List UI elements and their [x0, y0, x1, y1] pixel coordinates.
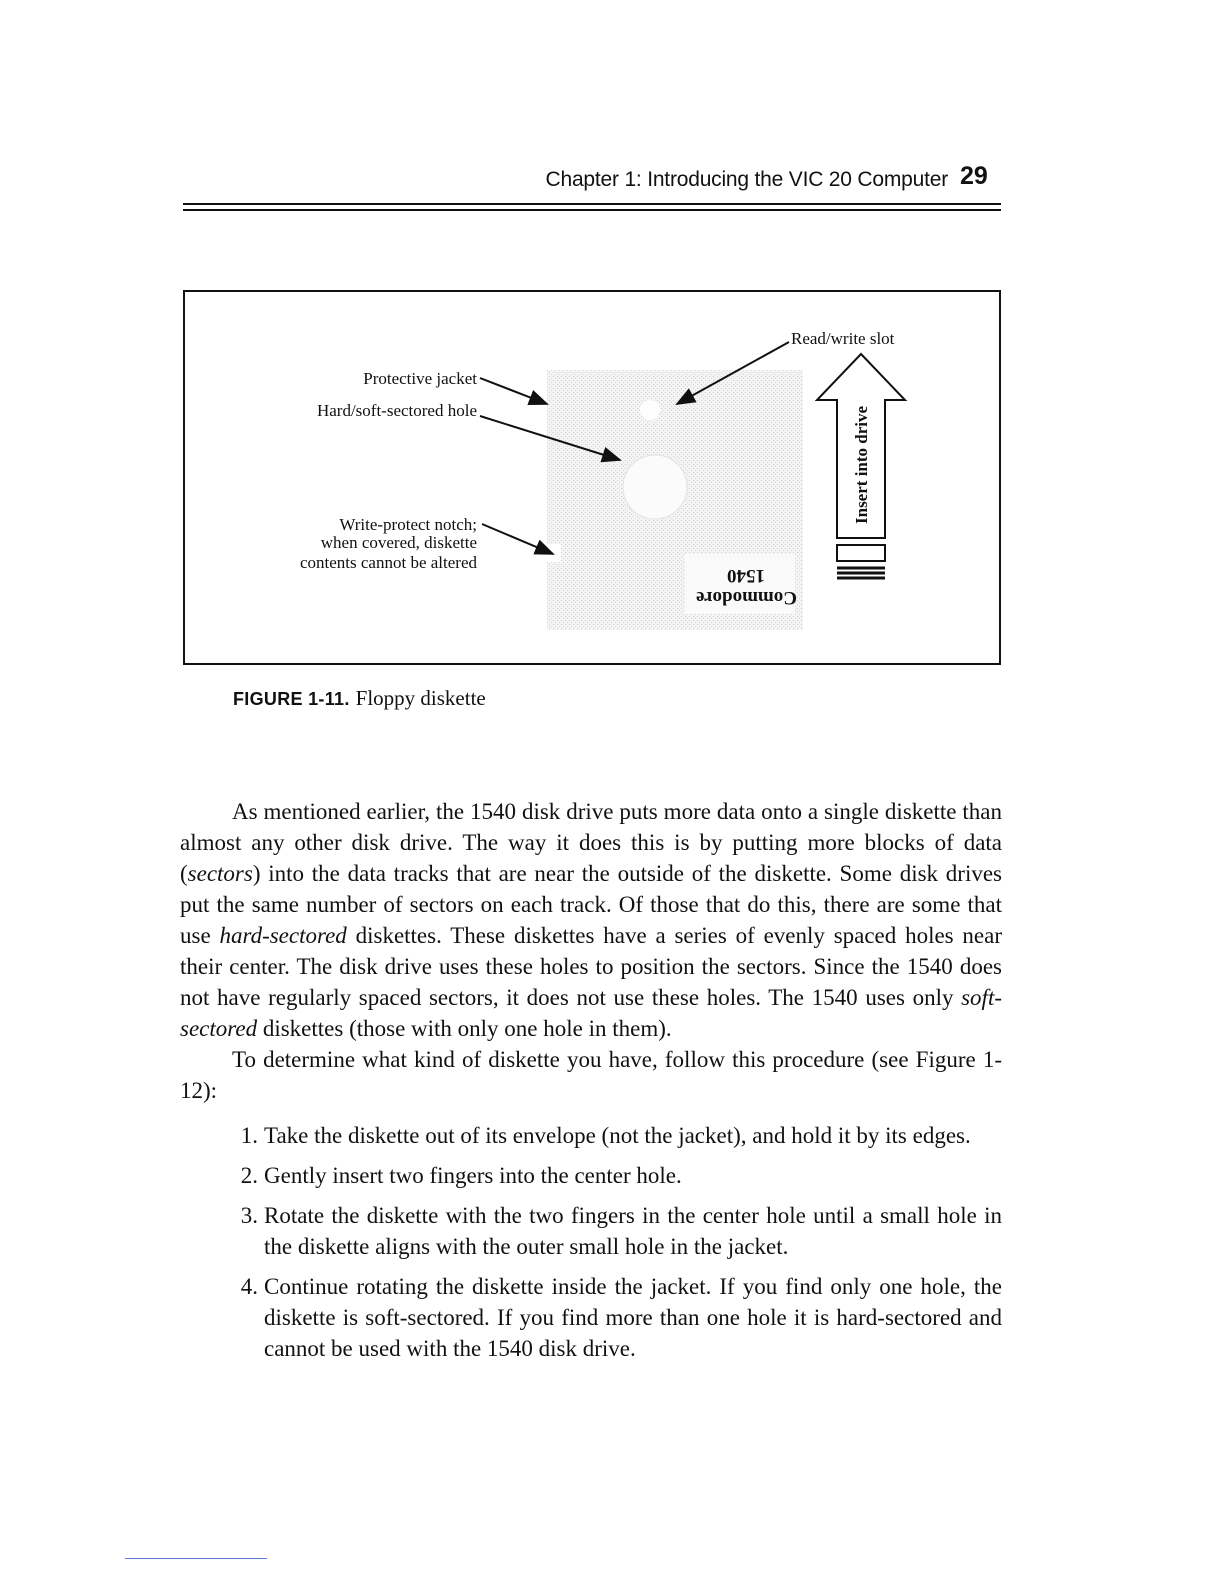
step-number: 4.: [240, 1274, 258, 1299]
term-hard-sectored: hard-sectored: [219, 923, 347, 948]
insert-into-drive-label: Insert into drive: [852, 405, 871, 524]
step-number: 3.: [240, 1203, 258, 1228]
figure-caption: [233, 686, 486, 711]
term-sectors: sectors: [187, 861, 253, 886]
write-protect-notch-label-line3: contents cannot be altered: [299, 553, 477, 572]
hard-soft-sectored-hole-label: Hard/soft-sectored hole: [316, 401, 477, 420]
protective-jacket-label: Protective jacket: [363, 369, 477, 388]
jacket-pointer-line: [480, 378, 547, 404]
paragraph-1-text-d: diskettes (those with only one hole in them).: [257, 1016, 672, 1041]
step-text: Take the diskette out of its envelope (not the jacket), and hold it by its edges.: [264, 1123, 971, 1148]
notch-pointer-line: [482, 524, 553, 554]
paragraph-1-text-a: As mentioned earlier, the 1540 disk drive puts more data onto a single diskette than almost any other disk drive. The way it does this is by putting more blocks of data (: [180, 799, 1002, 886]
diskette-center-hole: [623, 455, 687, 519]
procedure-steps: [180, 1120, 1002, 1364]
procedure-step: [240, 1271, 1002, 1364]
step-number: 1.: [240, 1123, 258, 1148]
floppy-diskette-illustration: [185, 292, 1003, 667]
paragraph-1: [180, 796, 1002, 1044]
page-number: 29: [960, 162, 988, 190]
step-text: Gently insert two fingers into the center hole.: [264, 1163, 682, 1188]
diskette-read-slot: [640, 400, 660, 420]
figure-caption-label: FIGURE 1-11.: [233, 689, 350, 709]
drive-slot-mark-1: [837, 545, 885, 561]
disk-label-brand: Commodore: [696, 587, 797, 608]
header-rule-bottom: [183, 209, 1001, 211]
step-text: Continue rotating the diskette inside the jacket. If you find only one hole, the diskette is soft-sectored. If you find more than one hole it is hard-sectored and cannot be used with the 1540 disk drive.: [264, 1274, 1002, 1361]
paragraph-2: To determine what kind of diskette you have, follow this procedure (see Figure 1-12):: [180, 1047, 1002, 1103]
paragraph-1-text-b: ) into the data tracks that are near the outside of the diskette. Some disk drives put the same number of sectors on each track. Of those that do this, there are some that use: [180, 861, 1002, 948]
body-text: [180, 796, 1002, 1373]
procedure-step: [240, 1120, 1002, 1151]
figure-frame: [183, 290, 1001, 665]
write-protect-notch-label-line1: Write-protect notch;: [339, 515, 477, 534]
step-number: 2.: [240, 1163, 258, 1188]
step-text: Rotate the diskette with the two fingers in the center hole until a small hole in the diskette aligns with the outer small hole in the jacket.: [264, 1203, 1002, 1259]
write-protect-notch-label-line2: when covered, diskette: [320, 533, 477, 552]
procedure-step: [240, 1200, 1002, 1262]
footer-link-rule: [125, 1558, 267, 1559]
disk-label-model: 1540: [727, 565, 765, 586]
procedure-step: [240, 1160, 1002, 1191]
term-soft-sectored: soft-sectored: [180, 985, 1002, 1041]
figure-caption-text: Floppy diskette: [355, 686, 486, 710]
running-header-title: Chapter 1: Introducing the VIC 20 Computer: [545, 168, 948, 191]
header-rule-top: [183, 203, 1001, 205]
read-write-slot-label: Read/write slot: [791, 329, 895, 348]
paragraph-1-text-c: diskettes. These diskettes have a series of evenly spaced holes near their center. The disk drive uses these holes to position the sectors. Since the 1540 does not have regularly spaced sectors, it does not use these holes. The 1540 uses only: [180, 923, 1002, 1010]
